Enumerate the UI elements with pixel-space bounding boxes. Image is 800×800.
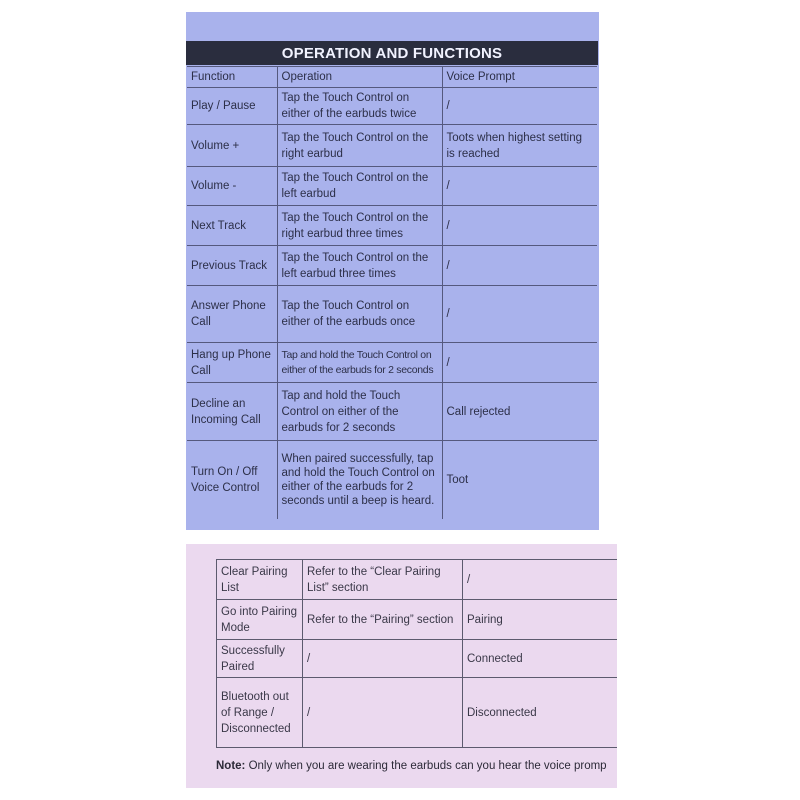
voice-prompt-cell: Disconnected: [463, 678, 618, 748]
manual-page-bottom: [186, 544, 617, 788]
operation-cell: Tap the Touch Control on either of the earbuds once: [277, 286, 442, 343]
function-cell: Volume -: [187, 167, 277, 206]
voice-prompt-cell: Connected: [463, 640, 618, 678]
table-row: [187, 246, 597, 286]
function-cell: Successfully Paired: [217, 640, 303, 678]
header-operation: Operation: [277, 67, 442, 88]
function-cell: Hang up Phone Call: [187, 343, 277, 383]
voice-prompt-cell: /: [442, 167, 597, 206]
operation-cell: Refer to the “Clear Pairing List” section: [303, 560, 463, 600]
voice-prompt-cell: /: [442, 343, 597, 383]
table-header-row: [187, 67, 597, 88]
function-cell: Go into Pairing Mode: [217, 600, 303, 640]
table-row: [187, 125, 597, 167]
table-row: [217, 560, 618, 600]
voice-prompt-cell: /: [442, 88, 597, 125]
voice-prompt-cell: /: [463, 560, 618, 600]
operation-table: [187, 66, 597, 519]
header-function: Function: [187, 67, 277, 88]
operation-cell: When paired successfully, tap and hold the Touch Control on either of the earbuds for 2 seconds until a beep is heard.: [277, 441, 442, 519]
function-cell: Bluetooth out of Range / Disconnected: [217, 678, 303, 748]
operation-table-continued: [216, 559, 617, 748]
table-row: [217, 678, 618, 748]
operation-cell: Tap the Touch Control on the left earbud three times: [277, 246, 442, 286]
section-title: OPERATION AND FUNCTIONS: [186, 41, 598, 65]
operation-cell: Refer to the “Pairing” section: [303, 600, 463, 640]
function-cell: Volume +: [187, 125, 277, 167]
table-row: [187, 383, 597, 441]
table-row: [217, 600, 618, 640]
operation-cell: Tap the Touch Control on the right earbud three times: [277, 206, 442, 246]
table-row: [187, 88, 597, 125]
operation-cell: Tap the Touch Control on the right earbud: [277, 125, 442, 167]
table-row: [187, 343, 597, 383]
table-row: [187, 441, 597, 519]
voice-prompt-cell: /: [442, 286, 597, 343]
function-cell: Next Track: [187, 206, 277, 246]
voice-prompt-cell: Toots when highest setting is reached: [442, 125, 597, 167]
note-text: Only when you are wearing the earbuds can you hear the voice promp: [245, 760, 607, 772]
note: [216, 760, 617, 772]
function-cell: Decline an Incoming Call: [187, 383, 277, 441]
operation-cell: Tap and hold the Touch Control on either of the earbuds for 2 seconds: [277, 343, 442, 383]
function-cell: Answer Phone Call: [187, 286, 277, 343]
table-row: [187, 167, 597, 206]
table-row: [187, 286, 597, 343]
operation-cell: Tap the Touch Control on the left earbud: [277, 167, 442, 206]
table-row: [187, 206, 597, 246]
operation-cell: /: [303, 678, 463, 748]
voice-prompt-cell: Pairing: [463, 600, 618, 640]
note-label: Note:: [216, 760, 246, 772]
header-voice-prompt: Voice Prompt: [442, 67, 597, 88]
manual-page-top: [186, 12, 599, 530]
operation-cell: /: [303, 640, 463, 678]
voice-prompt-cell: /: [442, 206, 597, 246]
voice-prompt-cell: /: [442, 246, 597, 286]
voice-prompt-cell: Call rejected: [442, 383, 597, 441]
operation-cell: Tap the Touch Control on either of the earbuds twice: [277, 88, 442, 125]
function-cell: Turn On / Off Voice Control: [187, 441, 277, 519]
voice-prompt-cell: Toot: [442, 441, 597, 519]
operation-cell: Tap and hold the Touch Control on either of the earbuds for 2 seconds: [277, 383, 442, 441]
function-cell: Clear Pairing List: [217, 560, 303, 600]
function-cell: Play / Pause: [187, 88, 277, 125]
table-row: [217, 640, 618, 678]
function-cell: Previous Track: [187, 246, 277, 286]
